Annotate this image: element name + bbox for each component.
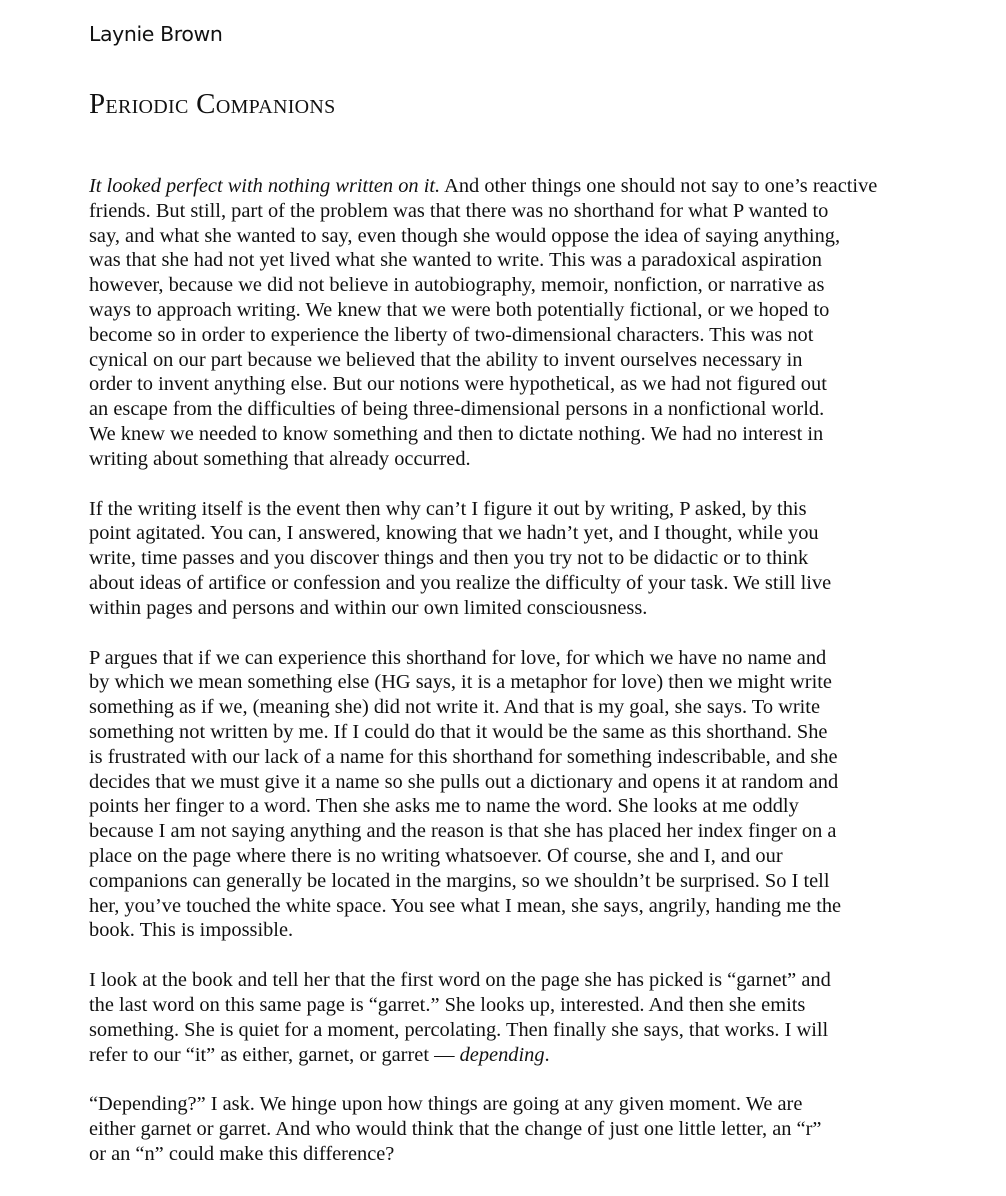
text-line: say, and what she wanted to say, even though she would oppose the idea of saying anything, bbox=[89, 224, 841, 247]
paragraph-4 bbox=[89, 968, 921, 1067]
text-line: companions can generally be located in the margins, so we shouldn’t be surprised. So I tell bbox=[89, 869, 830, 892]
text-line: It looked perfect with nothing written on it. And other things one should not say to one’s reactive bbox=[89, 175, 878, 197]
text-line: cynical on our part because we believed that the ability to invent ourselves necessary in bbox=[89, 348, 803, 371]
text-line: an escape from the difficulties of being three-dimensional persons in a nonfictional world. bbox=[89, 398, 825, 421]
text-line: “Depending?” I ask. We hinge upon how things are going at any given moment. We are bbox=[89, 1093, 803, 1116]
text-line: refer to our “it” as either, garnet, or garret — depending. bbox=[89, 1043, 550, 1066]
text-line: I look at the book and tell her that the first word on the page she has picked is “garnet” and bbox=[89, 969, 831, 992]
text-line: the last word on this same page is “garret.” She looks up, interested. And then she emits bbox=[89, 993, 806, 1016]
text-line: point agitated. You can, I answered, knowing that we hadn’t yet, and I thought, while you bbox=[89, 522, 819, 545]
text-line: P argues that if we can experience this shorthand for love, for which we have no name and bbox=[89, 646, 827, 669]
text-line: something as if we, (meaning she) did not write it. And that is my goal, she says. To write bbox=[89, 696, 821, 719]
paragraph-3 bbox=[89, 646, 921, 944]
text-line: about ideas of artifice or confession and you realize the difficulty of your task. We still live bbox=[89, 571, 832, 594]
text-line: write, time passes and you discover things and then you try not to be didactic or to think bbox=[89, 547, 809, 570]
text-line: because I am not saying anything and the reason is that she has placed her index finger on a bbox=[89, 820, 837, 843]
text-line: If the writing itself is the event then why can’t I figure it out by writing, P asked, by this bbox=[89, 497, 807, 520]
text-line: writing about something that already occurred. bbox=[89, 447, 471, 470]
text-line: friends. But still, part of the problem was that there was no shorthand for what P wanted to bbox=[89, 199, 829, 222]
text-line: or an “n” could make this difference? bbox=[89, 1142, 395, 1165]
author-name: Laynie Brown bbox=[89, 22, 223, 46]
text-line: either garnet or garret. And who would think that the change of just one little letter, an “r” bbox=[89, 1118, 822, 1141]
text-line: become so in order to experience the liberty of two-dimensional characters. This was not bbox=[89, 323, 814, 346]
text-line: We knew we needed to know something and then to dictate nothing. We had no interest in bbox=[89, 422, 824, 445]
italic-lead: It looked perfect with nothing written on it. bbox=[89, 175, 441, 197]
paragraph-2 bbox=[89, 497, 921, 621]
text-line: place on the page where there is no writing whatsoever. Of course, she and I, and our bbox=[89, 844, 783, 867]
text-line: something. She is quiet for a moment, percolating. Then finally she says, that works. I will bbox=[89, 1018, 829, 1041]
document-body bbox=[89, 174, 921, 1192]
text-line: book. This is impossible. bbox=[89, 919, 294, 942]
text-line: her, you’ve touched the white space. You see what I mean, she says, angrily, handing me the bbox=[89, 894, 842, 917]
text-line: points her finger to a word. Then she asks me to name the word. She looks at me oddly bbox=[89, 795, 799, 818]
text-line: decides that we must give it a name so she pulls out a dictionary and opens it at random and bbox=[89, 770, 839, 793]
text-line: order to invent anything else. But our notions were hypothetical, as we had not figured out bbox=[89, 373, 827, 396]
text-line: something not written by me. If I could do that it would be the same as this shorthand. She bbox=[89, 720, 828, 743]
text-line: was that she had not yet lived what she wanted to write. This was a paradoxical aspiration bbox=[89, 249, 822, 272]
text-line: however, because we did not believe in autobiography, memoir, nonfiction, or narrative as bbox=[89, 274, 825, 297]
document-title: Periodic Companions bbox=[89, 88, 336, 120]
paragraph-1 bbox=[89, 174, 921, 472]
text-line: ways to approach writing. We knew that we were both potentially fictional, or we hoped to bbox=[89, 298, 830, 321]
text-line: is frustrated with our lack of a name for this shorthand for something indescribable, and she bbox=[89, 745, 838, 768]
text-line: within pages and persons and within our own limited consciousness. bbox=[89, 596, 648, 619]
text-line: by which we mean something else (HG says, it is a metaphor for love) then we might write bbox=[89, 671, 832, 694]
italic-word: depending bbox=[459, 1043, 545, 1066]
paragraph-5 bbox=[89, 1092, 921, 1166]
